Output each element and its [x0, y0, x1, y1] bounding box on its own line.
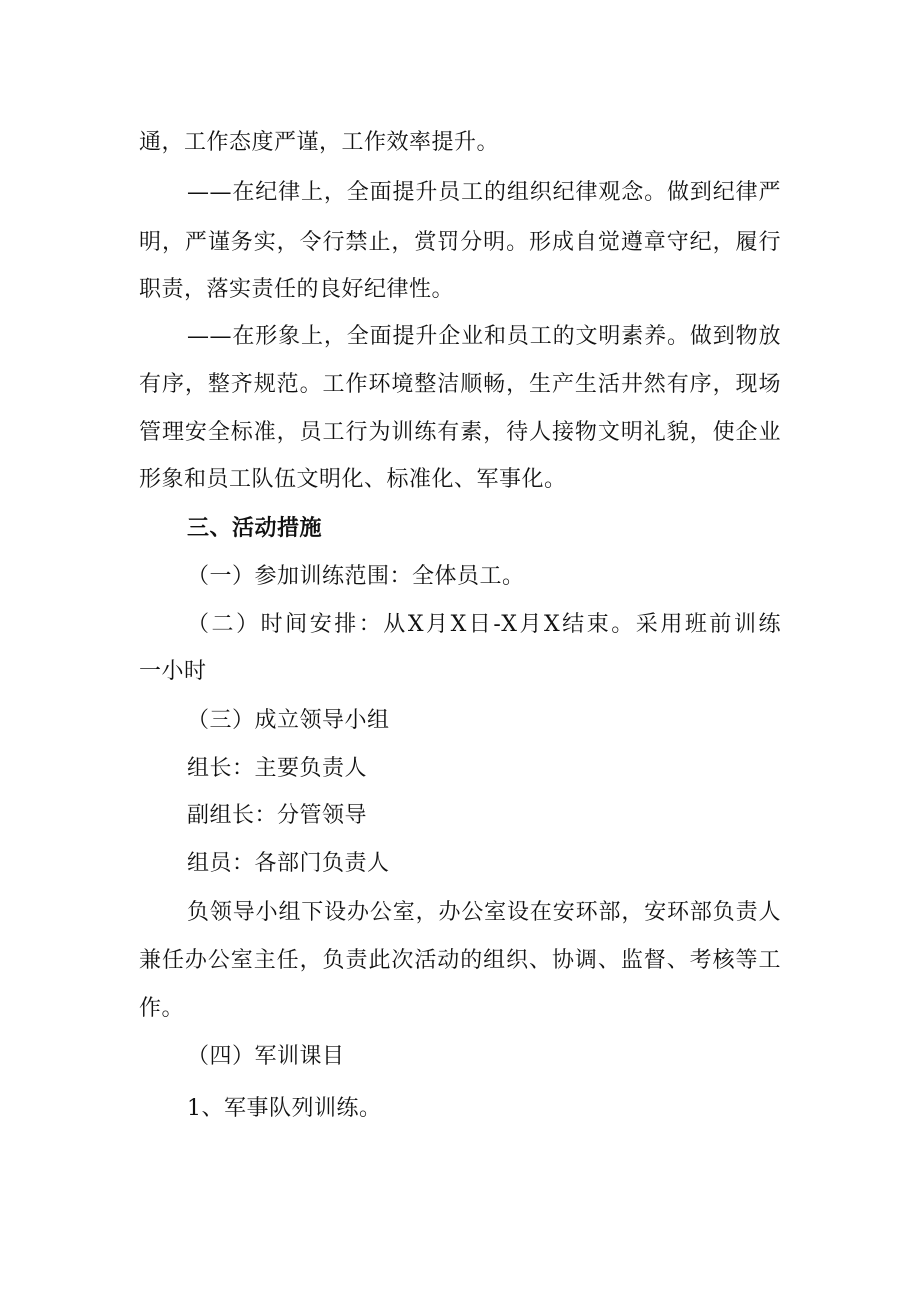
- paragraph-line: 副组长：分管领导: [187, 803, 368, 828]
- paragraph-line: ——在形象上，全面提升企业和员工的文明素养。做到物放: [187, 324, 781, 349]
- paragraph-line: （二）时间安排：从X月X日-X月X结束。采用班前训练: [187, 612, 781, 637]
- paragraph-line: 兼任办公室主任，负责此次活动的组织、协调、监督、考核等工: [139, 948, 781, 973]
- paragraph-line: 有序，整齐规范。工作环境整洁顺畅，生产生活井然有序，现场: [139, 372, 781, 397]
- paragraph-line: 形象和员工队伍文明化、标准化、军事化。: [139, 467, 567, 492]
- paragraph-line: 明，严谨务实，令行禁止，赏罚分明。形成自觉遵章守纪，履行: [139, 230, 781, 255]
- paragraph-line: ——在纪律上，全面提升员工的组织纪律观念。做到纪律严: [187, 180, 781, 205]
- paragraph-line: 组员：各部门负责人: [187, 851, 390, 876]
- paragraph-line: 1、军事队列训练。: [187, 1096, 382, 1121]
- paragraph-line: （四）军训课目: [187, 1044, 345, 1069]
- paragraph-line: 通，工作态度严谨，工作效率提升。: [139, 130, 500, 155]
- paragraph-line: 作。: [139, 996, 185, 1021]
- paragraph-line: 组长：主要负责人: [187, 756, 368, 781]
- paragraph-line: （一）参加训练范围：全体员工。: [187, 564, 525, 589]
- section-heading: 三、活动措施: [187, 516, 323, 541]
- paragraph-line: 一小时: [139, 659, 207, 684]
- paragraph-line: 管理安全标准，员工行为训练有素，待人接物文明礼貌，使企业: [139, 420, 781, 445]
- paragraph-line: 负领导小组下设办公室，办公室设在安环部，安环部负责人: [187, 900, 781, 925]
- paragraph-line: （三）成立领导小组: [187, 708, 390, 733]
- paragraph-line: 职责，落实责任的良好纪律性。: [139, 277, 455, 302]
